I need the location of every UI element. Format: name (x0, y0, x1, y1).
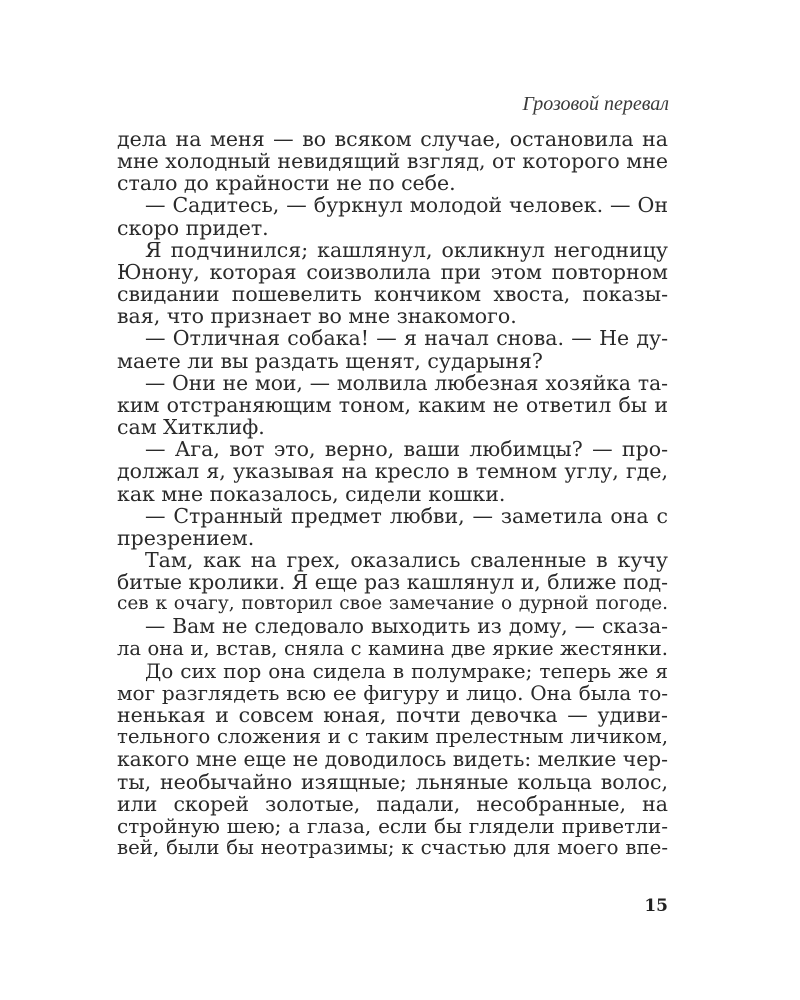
text-line: стройную шею; а глаза, если бы глядели приветли- (117, 813, 668, 838)
text-line: какого мне еще не доводилось видеть: мелкие чер- (117, 747, 668, 772)
running-head: Грозовой перевал (522, 93, 669, 115)
text-line: — Ага, вот это, верно, ваши любимцы? — про- (145, 437, 668, 462)
page-number: 15 (644, 896, 668, 916)
text-line: стало до крайности не по себе. (117, 171, 456, 196)
text-line: Юнону, которая соизволила при этом повторном (117, 259, 668, 284)
text-line: мог разглядеть всю ее фигуру и лицо. Она была то- (117, 680, 668, 705)
text-line: презрением. (117, 525, 255, 550)
text-line: как мне показалось, сидели кошки. (117, 481, 506, 506)
text-line: — Странный предмет любви, — заметила она с (145, 503, 668, 528)
text-line: ла она и, встав, сняла с камина две яркие жестянки. (117, 636, 668, 660)
text-line: должал я, указывая на кресло в темном углу, где, (117, 459, 668, 484)
text-line: Я подчинился; кашлянул, окликнул негодницу (145, 237, 668, 262)
text-line: или скорей золотые, падали, несобранные, на (117, 791, 668, 816)
text-line: ким отстраняющим тоном, каким не ответил бы и (117, 392, 668, 417)
text-line: — Отличная собака! — я начал снова. — Не ду- (145, 326, 668, 351)
text-line: маете ли вы раздать щенят, сударыня? (117, 348, 543, 373)
text-line: битые кролики. Я еще раз кашлянул и, ближе под- (117, 570, 668, 595)
text-line: сев к очагу, повторил свое замечание о дурной погоде. (117, 593, 668, 615)
body-text (117, 128, 668, 859)
text-line: тельного сложения и с таким прелестным личиком, (117, 725, 668, 749)
text-line: свидании пошевелить кончиком хвоста, показы- (117, 282, 668, 307)
text-line: Там, как на грех, оказались сваленные в кучу (145, 547, 668, 572)
text-line: сам Хитклиф. (117, 415, 265, 440)
text-line: До сих пор она сидела в полумраке; теперь же я (145, 658, 668, 683)
text-line: вей, были бы неотразимы; к счастью для моего впе- (117, 836, 668, 859)
text-line: дела на меня — во всяком случае, остановила на (117, 127, 668, 151)
text-line: мне холодный невидящий взгляд, от которого мне (117, 149, 668, 174)
text-line: вая, что признает во мне знакомого. (117, 304, 517, 329)
text-line: ты, необычайно изящные; льняные кольца волос, (117, 769, 668, 794)
text-line: ненькая и совсем юная, почти девочка — удиви- (117, 703, 668, 728)
text-line: — Вам не следовало выходить из дому, — сказа- (145, 614, 668, 639)
text-line: — Они не мои, — молвила любезная хозяйка та- (145, 370, 668, 395)
text-line: скоро придет. (117, 215, 269, 240)
text-line: — Садитесь, — буркнул молодой человек. — Он (145, 193, 668, 218)
